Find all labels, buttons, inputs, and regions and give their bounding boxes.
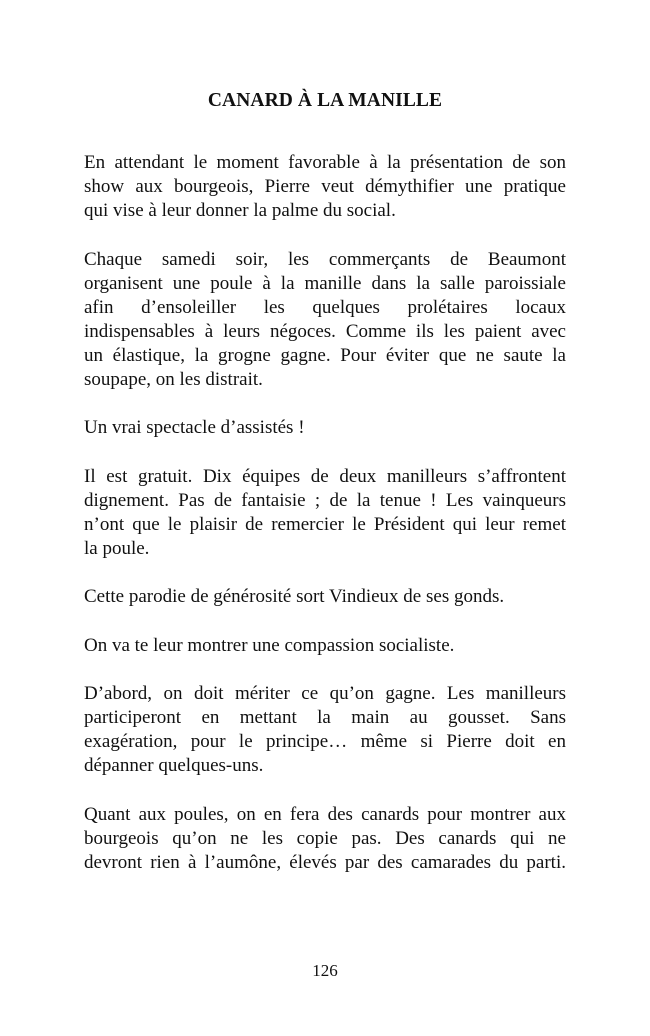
text-line: soupape, on les distrait. [84,368,263,390]
text-line: En attendant le moment favorable à la présentation de son [84,152,566,173]
text-line: dépanner quelques-uns. [84,755,264,776]
text-line: indispensables à leurs négoces. Comme ils les paient avec [84,320,566,342]
text-line: Cette parodie de générosité sort Vindieux de ses gonds. [84,586,505,607]
text-line: D’abord, on doit mériter ce qu’on gagne. Les manilleurs [84,683,566,704]
chapter-title: CANARD À LA MANILLE [207,90,443,111]
text-line: bourgeois qu’on ne les copie pas. Des canards qui ne [84,827,566,849]
text-line: un élastique, la grogne gagne. Pour éviter que ne saute la [84,344,566,366]
text-line: dignement. Pas de fantaisie ; de la tenue ! Les vainqueurs [84,489,566,511]
text-line: show aux bourgeois, Pierre veut démythifier une pratique [84,176,566,197]
paragraph [84,151,566,223]
paragraph [84,585,566,609]
page-number: 126 [312,961,338,980]
text-line: Un vrai spectacle d’assistés ! [84,417,305,438]
text-line: Quant aux poules, on en fera des canards pour montrer aux [84,803,566,825]
text-line: Il est gratuit. Dix équipes de deux manilleurs s’affrontent [84,465,566,487]
paragraph [84,465,566,561]
text-line: qui vise à leur donner la palme du social. [84,200,396,221]
paragraph [84,416,566,440]
text-line: n’ont que le plaisir de remercier le Président qui leur remet [84,513,566,535]
text-line: On va te leur montrer une compassion socialiste. [84,634,455,656]
text-line: Chaque samedi soir, les commerçants de Beaumont [84,248,566,270]
paragraph [84,634,566,658]
paragraph [84,803,566,875]
text-line: devront rien à l’aumône, élevés par des camarades du parti. [84,851,566,873]
paragraph [84,682,566,778]
text-line: afin d’ensoleiller les quelques prolétaires locaux [84,296,566,318]
paragraph [84,248,566,392]
text-line: organisent une poule à la manille dans la salle paroissiale [84,272,566,294]
text-line: exagération, pour le principe… même si Pierre doit en [84,731,566,752]
text-line: la poule. [84,537,150,559]
body-text [84,151,566,899]
text-line: participeront en mettant la main au gousset. Sans [84,707,566,728]
